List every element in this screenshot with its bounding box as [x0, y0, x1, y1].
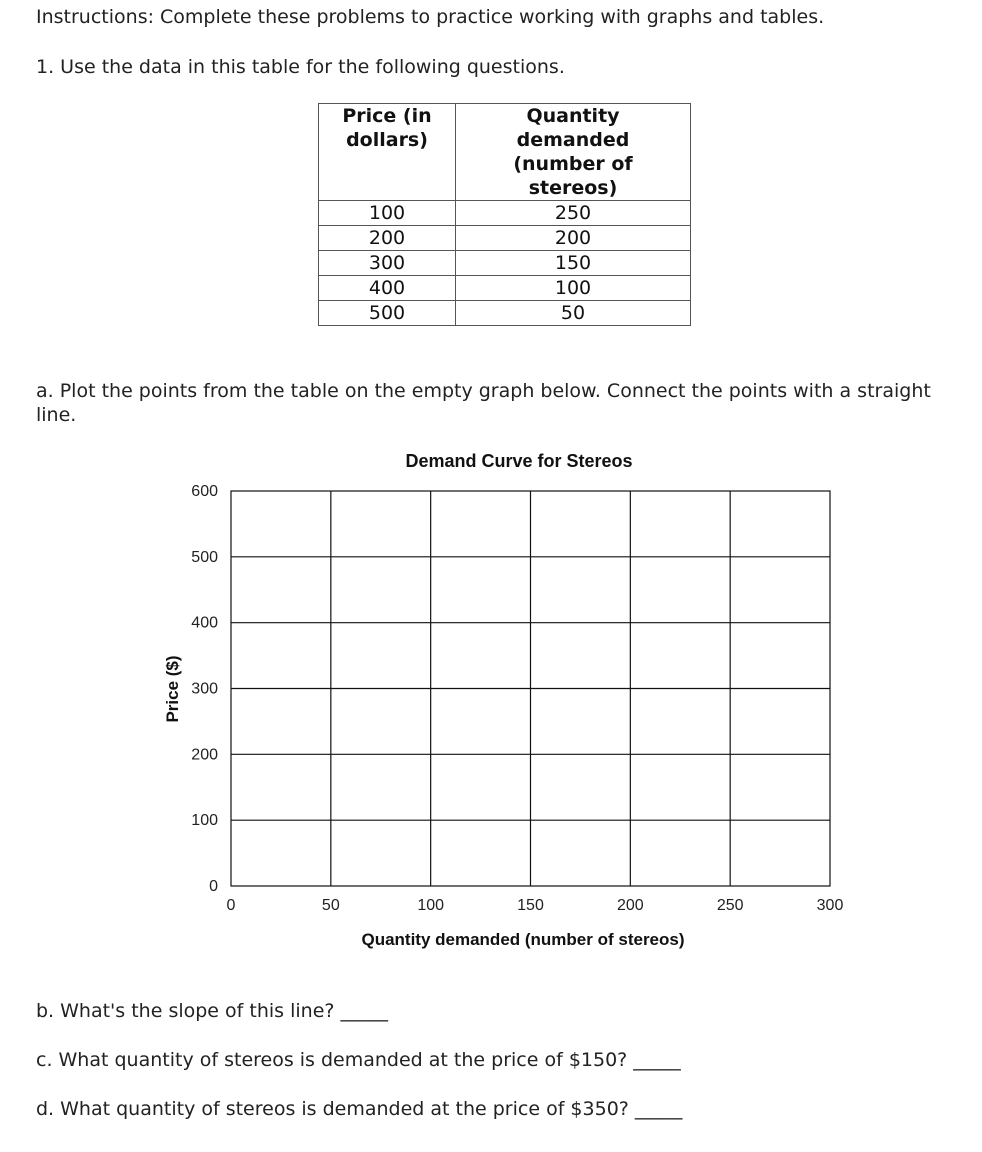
y-tick-label: 0: [209, 878, 218, 895]
question-1: 1. Use the data in this table for the following questions.: [36, 56, 565, 78]
table-header-line: demanded: [516, 129, 630, 151]
table-header-row: [319, 104, 691, 201]
x-tick-label: 100: [417, 897, 445, 914]
price-cell: 500: [319, 301, 456, 326]
price-cell: 300: [319, 251, 456, 276]
x-tick-label: 200: [616, 897, 644, 914]
quantity-cell: 50: [456, 301, 691, 326]
y-tick-label: 400: [191, 614, 218, 632]
x-tick-label: 50: [321, 897, 340, 914]
x-tick-label: 250: [716, 897, 744, 914]
demand-chart: [0, 440, 982, 960]
y-tick-label: 200: [191, 746, 218, 764]
table-header-line: Price (in: [342, 105, 432, 127]
table-header-line: stereos): [528, 177, 618, 199]
y-tick-label: 500: [191, 548, 218, 566]
x-tick-label: 300: [816, 897, 844, 914]
table-header-quantity: [456, 104, 691, 201]
price-cell: 200: [319, 226, 456, 251]
chart-grid: [231, 491, 830, 886]
y-tick-label: 100: [191, 812, 218, 830]
table-row: [319, 201, 691, 226]
table-header-line: Quantity: [526, 105, 620, 127]
y-tick-label: 300: [191, 680, 218, 698]
table-row: [319, 226, 691, 251]
question-d: d. What quantity of stereos is demanded at the price of $350? _____: [36, 1098, 683, 1120]
table-row: [319, 301, 691, 326]
y-axis-label: Price ($): [163, 655, 182, 723]
quantity-cell: 100: [456, 276, 691, 301]
question-c: c. What quantity of stereos is demanded at the price of $150? _____: [36, 1049, 681, 1071]
table-header-line: (number of: [513, 153, 633, 175]
y-tick-labels: [191, 483, 218, 895]
x-tick-label: 150: [517, 897, 544, 914]
quantity-cell: 250: [456, 201, 691, 226]
x-tick-label: 0: [226, 897, 236, 914]
quantity-cell: 150: [456, 251, 691, 276]
question-a: a. Plot the points from the table on the empty graph below. Connect the points with a straight line.: [36, 380, 931, 426]
price-cell: 400: [319, 276, 456, 301]
price-cell: 100: [319, 201, 456, 226]
instructions-text: Instructions: Complete these problems to practice working with graphs and tables.: [36, 6, 825, 28]
x-tick-labels: [227, 897, 844, 914]
chart-title: Demand Curve for Stereos: [405, 451, 633, 471]
x-axis-label: Quantity demanded (number of stereos): [361, 930, 685, 949]
table-header-line: dollars): [346, 129, 428, 151]
question-b: b. What's the slope of this line? _____: [36, 1000, 389, 1022]
demand-table: [318, 103, 691, 326]
table-row: [319, 251, 691, 276]
y-tick-label: 600: [191, 483, 218, 500]
table-header-price: [319, 104, 456, 201]
quantity-cell: 200: [456, 226, 691, 251]
table-row: [319, 276, 691, 301]
